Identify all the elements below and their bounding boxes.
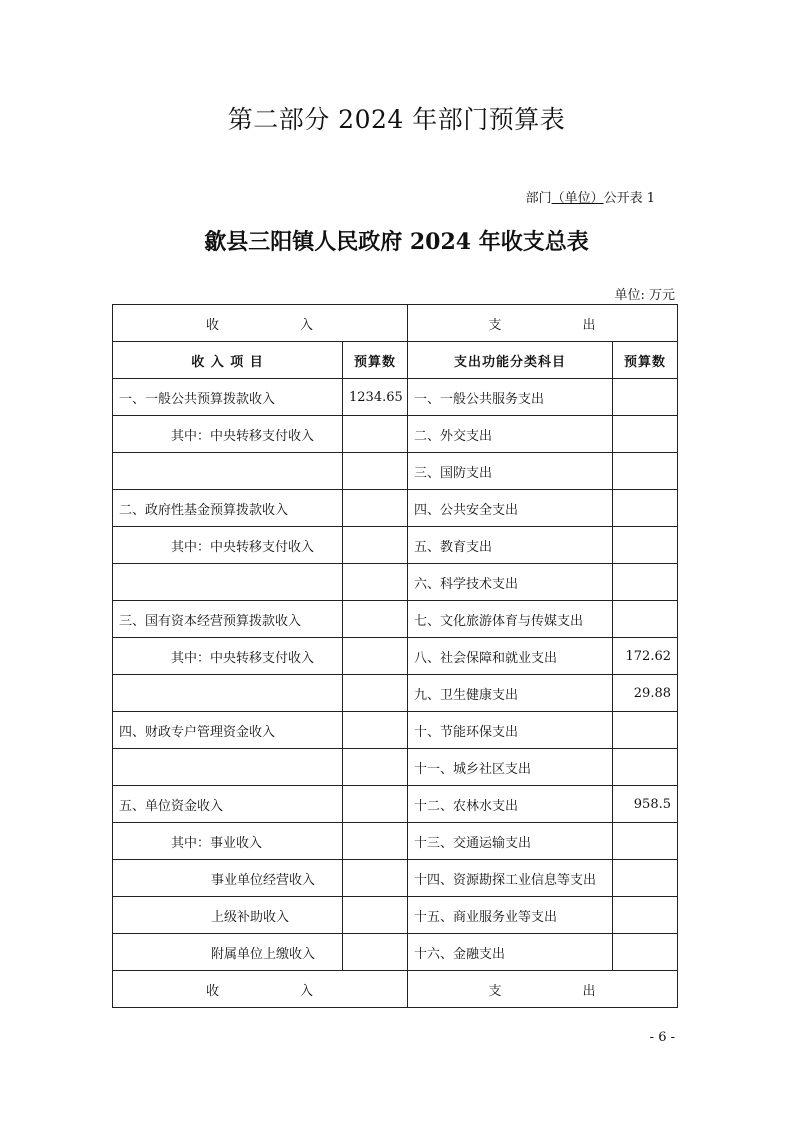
expense-amount-cell: 172.62 — [613, 638, 678, 675]
col-expense-item: 支出功能分类科目 — [408, 342, 613, 379]
expense-amount-cell — [613, 860, 678, 897]
income-amount-cell — [343, 675, 408, 712]
income-item-cell: 上级补助收入 — [113, 897, 343, 934]
col-expense-amount: 预算数 — [613, 342, 678, 379]
table-row — [113, 749, 678, 786]
income-amount-cell — [343, 860, 408, 897]
form-prefix: 部门 — [525, 191, 552, 206]
expense-item-cell: 十六、金融支出 — [408, 934, 613, 971]
page-number: - 6 - — [649, 1030, 675, 1045]
income-amount-cell — [343, 416, 408, 453]
expense-amount-cell: 958.5 — [613, 786, 678, 823]
income-item-cell: 一、一般公共预算拨款收入 — [113, 379, 343, 416]
income-amount-cell — [343, 601, 408, 638]
income-item-cell — [113, 675, 343, 712]
table-row — [113, 934, 678, 971]
section-char: 入 — [300, 983, 315, 999]
income-item-cell — [113, 564, 343, 601]
table-row — [113, 527, 678, 564]
table-row — [113, 601, 678, 638]
expense-item-cell: 十四、资源勘探工业信息等支出 — [408, 860, 613, 897]
income-item-cell: 附属单位上缴收入 — [113, 934, 343, 971]
section-char: 出 — [582, 983, 597, 999]
expense-section-header — [408, 305, 678, 342]
expense-item-cell: 十二、农林水支出 — [408, 786, 613, 823]
column-header-row — [113, 342, 678, 379]
table-row — [113, 712, 678, 749]
expense-item-cell: 五、教育支出 — [408, 527, 613, 564]
section-char: 支 — [488, 983, 503, 999]
expense-item-cell: 十五、商业服务业等支出 — [408, 897, 613, 934]
income-item-cell — [113, 749, 343, 786]
expense-section-footer — [408, 971, 678, 1008]
table-row — [113, 379, 678, 416]
income-item-cell: 三、国有资本经营预算拨款收入 — [113, 601, 343, 638]
section-char: 支 — [488, 317, 503, 333]
unit-label: 单位: 万元 — [614, 288, 675, 303]
table-row — [113, 638, 678, 675]
income-amount-cell — [343, 786, 408, 823]
income-item-cell: 其中：事业收入 — [113, 823, 343, 860]
expense-item-cell: 四、公共安全支出 — [408, 490, 613, 527]
expense-amount-cell — [613, 564, 678, 601]
expense-amount-cell: 29.88 — [613, 675, 678, 712]
income-item-cell: 其中：中央转移支付收入 — [113, 416, 343, 453]
income-amount-cell — [343, 527, 408, 564]
table-title: 歙县三阳镇人民政府 2024 年收支总表 — [204, 229, 589, 255]
expense-item-cell: 八、社会保障和就业支出 — [408, 638, 613, 675]
expense-item-cell: 二、外交支出 — [408, 416, 613, 453]
expense-amount-cell — [613, 527, 678, 564]
expense-amount-cell — [613, 749, 678, 786]
table-row — [113, 823, 678, 860]
income-amount-cell — [343, 897, 408, 934]
expense-amount-cell — [613, 712, 678, 749]
expense-item-cell: 十一、城乡社区支出 — [408, 749, 613, 786]
expense-item-cell: 三、国防支出 — [408, 453, 613, 490]
expense-item-cell: 六、科学技术支出 — [408, 564, 613, 601]
form-suffix: 公开表 1 — [603, 191, 655, 206]
income-item-cell: 事业单位经营收入 — [113, 860, 343, 897]
expense-item-cell: 七、文化旅游体育与传媒支出 — [408, 601, 613, 638]
income-item-cell: 其中：中央转移支付收入 — [113, 527, 343, 564]
section-char: 收 — [205, 983, 220, 999]
income-amount-cell — [343, 823, 408, 860]
table-row — [113, 897, 678, 934]
expense-item-cell: 十、节能环保支出 — [408, 712, 613, 749]
section-char: 收 — [205, 317, 220, 333]
income-amount-cell — [343, 453, 408, 490]
form-unit: （单位） — [551, 191, 604, 206]
expense-amount-cell — [613, 934, 678, 971]
income-section-header — [113, 305, 408, 342]
income-item-cell: 四、财政专户管理资金收入 — [113, 712, 343, 749]
income-amount-cell: 1234.65 — [343, 379, 408, 416]
expense-item-cell: 九、卫生健康支出 — [408, 675, 613, 712]
income-amount-cell — [343, 712, 408, 749]
income-amount-cell — [343, 749, 408, 786]
col-income-item: 收 入 项 目 — [113, 342, 343, 379]
income-item-cell — [113, 453, 343, 490]
table-row — [113, 860, 678, 897]
expense-amount-cell — [613, 379, 678, 416]
expense-amount-cell — [613, 823, 678, 860]
form-identifier — [526, 187, 655, 206]
expense-amount-cell — [613, 601, 678, 638]
expense-amount-cell — [613, 897, 678, 934]
income-amount-cell — [343, 564, 408, 601]
expense-amount-cell — [613, 490, 678, 527]
income-item-cell: 其中：中央转移支付收入 — [113, 638, 343, 675]
table-row — [113, 490, 678, 527]
income-item-cell: 二、政府性基金预算拨款收入 — [113, 490, 343, 527]
col-income-amount: 预算数 — [343, 342, 408, 379]
income-amount-cell — [343, 934, 408, 971]
expense-item-cell: 十三、交通运输支出 — [408, 823, 613, 860]
expense-item-cell: 一、一般公共服务支出 — [408, 379, 613, 416]
income-amount-cell — [343, 638, 408, 675]
income-item-cell: 五、单位资金收入 — [113, 786, 343, 823]
table-row — [113, 786, 678, 823]
section-char: 入 — [300, 317, 315, 333]
table-row — [113, 416, 678, 453]
table-row — [113, 675, 678, 712]
section-char: 出 — [582, 317, 597, 333]
income-amount-cell — [343, 490, 408, 527]
section-footer-row — [113, 971, 678, 1008]
table-row — [113, 564, 678, 601]
budget-table — [112, 304, 678, 1008]
table-row — [113, 453, 678, 490]
part-title: 第二部分 2024 年部门预算表 — [227, 105, 566, 134]
expense-amount-cell — [613, 453, 678, 490]
income-section-footer — [113, 971, 408, 1008]
section-header-row — [113, 305, 678, 342]
expense-amount-cell — [613, 416, 678, 453]
